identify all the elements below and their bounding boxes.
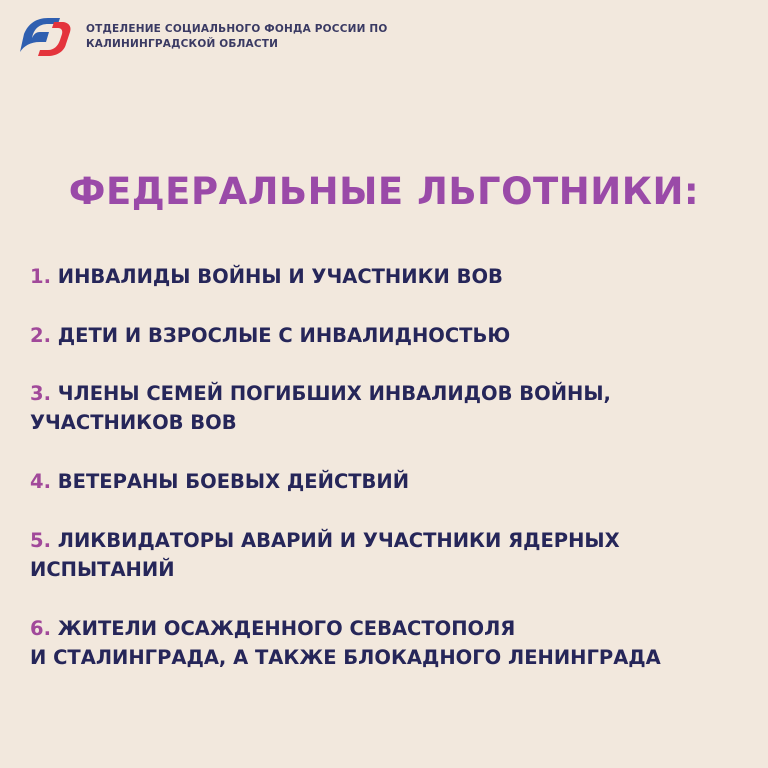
list-item-text-continued: И СТАЛИНГРАДА, А ТАКЖЕ БЛОКАДНОГО ЛЕНИНГРАДА <box>30 646 661 669</box>
list-item-number: 6. <box>30 617 51 640</box>
list-item-text: ЖИТЕЛИ ОСАЖДЕННОГО СЕВАСТОПОЛЯ <box>57 617 516 640</box>
org-name <box>86 22 388 52</box>
list-item-text: ЧЛЕНЫ СЕМЕЙ ПОГИБШИХ ИНВАЛИДОВ ВОЙНЫ, <box>57 382 611 405</box>
list-item-3 <box>30 379 611 437</box>
list-item-5 <box>30 526 620 584</box>
list-item-number: 4. <box>30 470 51 493</box>
list-item-line <box>30 321 510 350</box>
list-item-line <box>30 262 503 291</box>
list-item-text: ВЕТЕРАНЫ БОЕВЫХ ДЕЙСТВИЙ <box>57 470 410 493</box>
list-item-4 <box>30 467 409 496</box>
list-item-1 <box>30 262 503 291</box>
list-item-text: ИНВАЛИДЫ ВОЙНЫ И УЧАСТНИКИ ВОВ <box>57 265 503 288</box>
org-name-line2: КАЛИНИНГРАДСКОЙ ОБЛАСТИ <box>86 38 279 50</box>
list-item-text-continued: УЧАСТНИКОВ ВОВ <box>30 411 237 434</box>
header <box>18 14 388 60</box>
list-item-2 <box>30 321 510 350</box>
list-item-line <box>30 467 409 496</box>
list-item-line <box>30 614 661 643</box>
list-item-6 <box>30 614 661 672</box>
list-item-text-continued: ИСПЫТАНИЙ <box>30 558 175 581</box>
page-title: ФЕДЕРАЛЬНЫЕ ЛЬГОТНИКИ: <box>68 170 700 213</box>
org-name-line1: ОТДЕЛЕНИЕ СОЦИАЛЬНОГО ФОНДА РОССИИ ПО <box>86 23 388 35</box>
list-item-number: 2. <box>30 324 51 347</box>
list-item-text: ДЕТИ И ВЗРОСЛЫЕ С ИНВАЛИДНОСТЬЮ <box>57 324 511 347</box>
list-item-number: 3. <box>30 382 51 405</box>
list-item-number: 5. <box>30 529 51 552</box>
list-item-number: 1. <box>30 265 51 288</box>
sfr-logo-icon <box>18 14 74 60</box>
list-item-text: ЛИКВИДАТОРЫ АВАРИЙ И УЧАСТНИКИ ЯДЕРНЫХ <box>57 529 620 552</box>
list-item-line <box>30 379 611 408</box>
list-item-line <box>30 526 620 555</box>
